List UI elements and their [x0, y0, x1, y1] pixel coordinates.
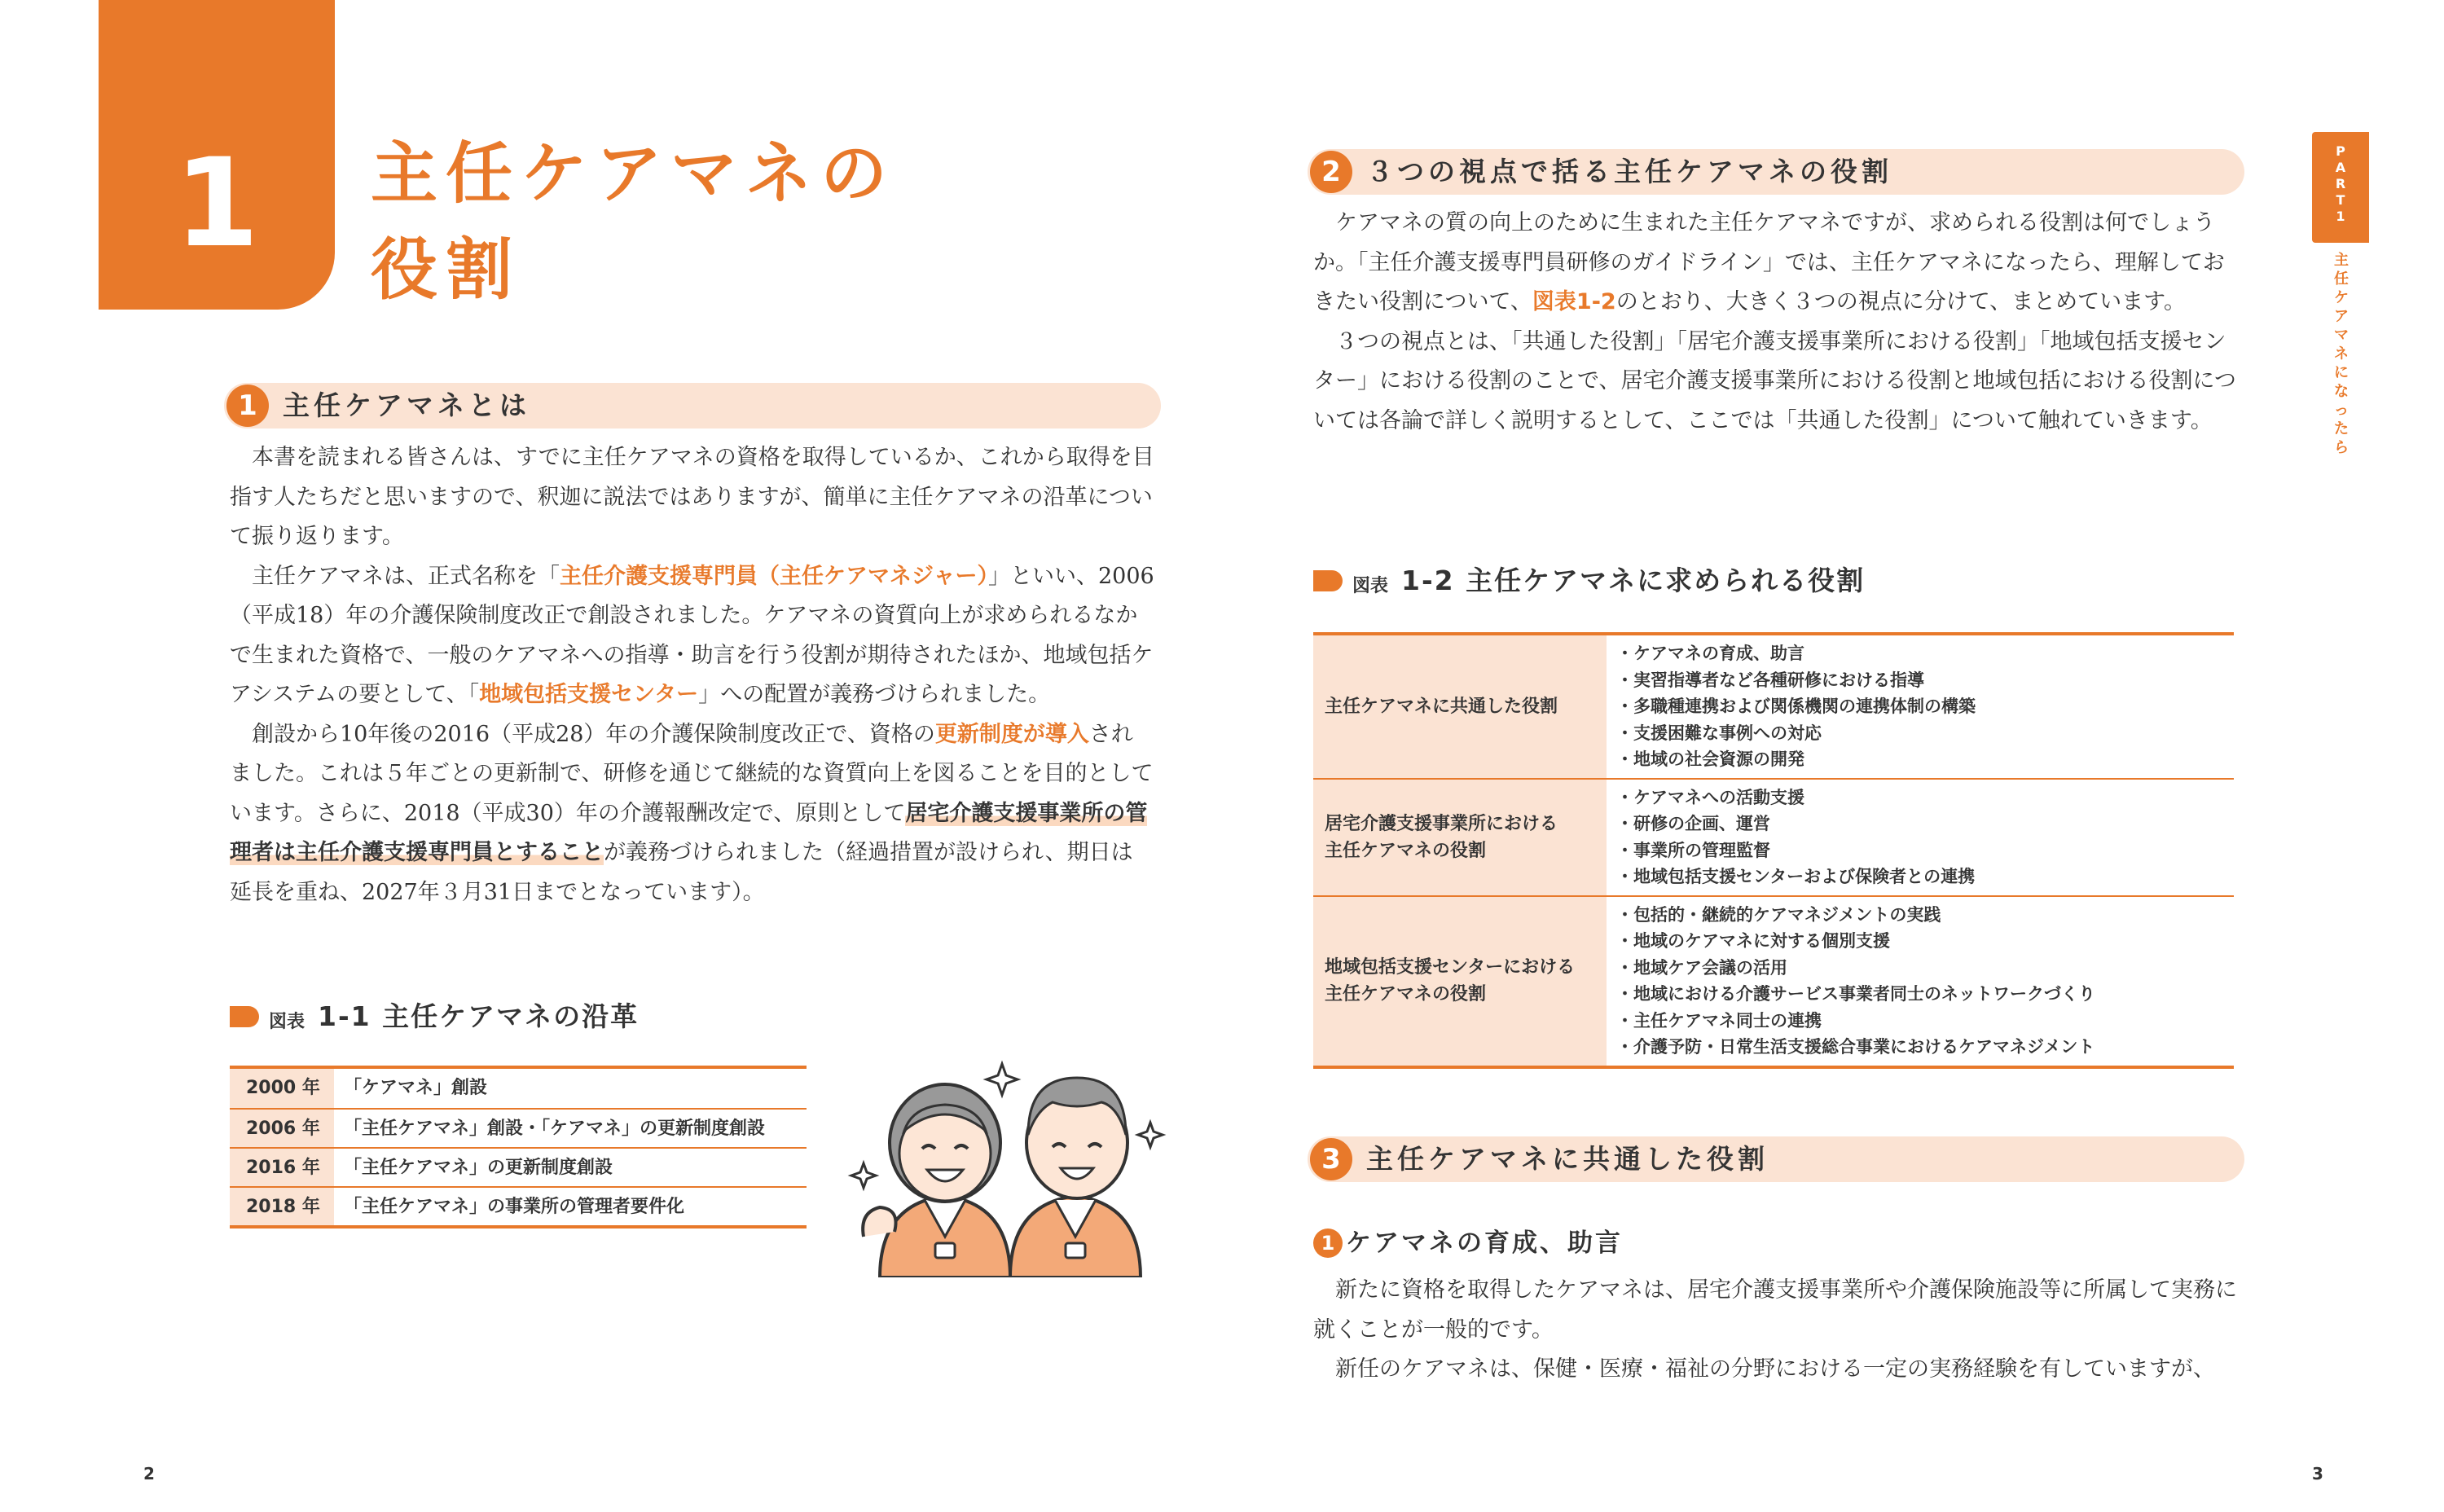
event-cell: 「主任ケアマネ」創設・「ケアマネ」の更新制度創設 — [344, 1119, 766, 1139]
role-category-cell — [1313, 780, 1607, 895]
event-cell: 「主任ケアマネ」の更新制度創設 — [344, 1158, 613, 1178]
side-text-char: マ — [2334, 327, 2349, 344]
event-cell: 「ケアマネ」創設 — [344, 1078, 488, 1098]
table-row — [230, 1108, 807, 1147]
text-run: 新任のケアマネは、保健・医療・福祉の分野における一定の実務経験を有していますが、 — [1335, 1356, 2215, 1382]
figure-prefix: 図表 — [1352, 576, 1389, 596]
side-text-char: ネ — [2334, 345, 2349, 363]
page-number: 2 — [143, 1464, 155, 1483]
side-text-char: ア — [2334, 308, 2349, 325]
caption-tab-marker — [230, 1006, 259, 1027]
year-cell: 2016 年 — [230, 1149, 334, 1186]
care-managers-illustration — [847, 1057, 1173, 1277]
role-item: ・ケアマネの育成、助言 — [1616, 644, 1804, 663]
paragraph — [230, 557, 1154, 715]
side-text-char: た — [2334, 420, 2349, 437]
history-table — [230, 1066, 807, 1228]
role-item: ・地域の社会資源の開発 — [1616, 749, 1804, 769]
role-item: ・ケアマネへの活動支援 — [1616, 787, 1804, 807]
chapter-number: 1 — [174, 133, 260, 275]
highlighted-text: 地域包括支援センター — [479, 682, 699, 707]
figure-title: 1-1 主任ケアマネの沿革 — [318, 1000, 640, 1032]
text-run: ケアマネの質の向上のために生まれた主任ケアマネですが、求められる役割は何でしょうか。「主任介護支援専門員研修のガイドライン」では、主任ケアマネになったら、理解しておきたい役割について、 — [1313, 210, 2225, 314]
section-title: 主任ケアマネに共通した役割 — [1366, 1143, 1769, 1175]
section-number: 3 — [1310, 1138, 1352, 1180]
text-run: 本書を読まれる皆さんは、すでに主任ケアマネの資格を取得しているか、これから取得を目指す人たちだと思いますので、釈迦に説法ではありますが、簡単に主任ケアマネの沿革について振り返ります。 — [230, 445, 1154, 549]
section-2-header — [1308, 149, 2244, 195]
paragraph — [230, 438, 1154, 557]
section-number: 2 — [1310, 151, 1352, 193]
text-run: 」といい、2006（平成18）年の介護保険制度改正で創設されました。ケアマネの資質向上が求められるなかで生まれた資格で、一般のケアマネへの指導・助言を行う役割が期待されたほか、地域包括ケアシステムの要として、「 — [230, 563, 1154, 707]
paragraph — [1313, 1350, 2238, 1390]
part-side-text — [2332, 251, 2351, 457]
caption-tab-marker — [1313, 570, 1343, 591]
role-category-line: 主任ケアマネに共通した役割 — [1325, 696, 1558, 717]
figure-prefix: 図表 — [269, 1012, 306, 1032]
sparkle-icon — [987, 1064, 1018, 1095]
part-label — [2312, 143, 2369, 225]
part-letter: P — [2336, 143, 2345, 159]
role-category-cell — [1313, 635, 1607, 778]
text-run: ３つの視点とは、「共通した役割」「居宅介護支援事業所における役割」「地域包括支援センター」における役割のことで、居宅介護支援事業所における役割と地域包括における役割については各論で詳しく説明するとして、ここでは「共通した役割」について触れていきます。 — [1313, 328, 2236, 433]
role-item: ・地域包括支援センターおよび保険者との連携 — [1616, 867, 1976, 886]
role-category-line: 主任ケアマネの役割 — [1325, 840, 1487, 861]
role-item: ・地域ケア会議の活用 — [1616, 957, 1787, 978]
event-cell: 「主任ケアマネ」の事業所の管理者要件化 — [344, 1197, 685, 1217]
side-text-char: ケ — [2334, 289, 2349, 306]
role-category-line: 居宅介護支援事業所における — [1325, 813, 1558, 834]
role-items-cell — [1607, 897, 2234, 1066]
role-item: ・支援困難な事例への対応 — [1616, 723, 1822, 743]
table-row — [230, 1186, 807, 1225]
highlighted-text: 図表1-2 — [1532, 289, 1616, 314]
part-letter: A — [2335, 160, 2346, 175]
text-run: 創設から10年後の2016（平成28）年の介護保険制度改正で、資格の — [252, 721, 935, 747]
role-item: ・地域のケアマネに対する個別支援 — [1616, 931, 1890, 951]
role-item: ・事業所の管理監督 — [1616, 840, 1770, 860]
role-item: ・介護予防・日常生活支援総合事業におけるケアマネジメント — [1616, 1037, 2095, 1057]
text-run: 」への配置が義務づけられました。 — [698, 682, 1051, 707]
side-text-char: 任 — [2334, 270, 2349, 288]
page-number: 3 — [2312, 1464, 2323, 1483]
highlighted-text: 居宅介護支援事業所の管理者は主任介護支援専門員とすること — [230, 800, 1148, 865]
role-item: ・地域における介護サービス事業者同士のネットワークづくり — [1616, 984, 2095, 1004]
highlighted-text: 更新制度が導入 — [934, 721, 1089, 747]
highlighted-text: 主任介護支援専門員（主任ケアマネジャー） — [560, 563, 988, 589]
section-number: 1 — [226, 385, 269, 427]
table-row — [230, 1069, 807, 1108]
paragraph — [1313, 323, 2238, 442]
table-row — [1313, 895, 2234, 1066]
section-1-body — [230, 438, 1154, 912]
chapter-title — [371, 126, 1022, 319]
role-item: ・研修の企画、運営 — [1616, 814, 1770, 833]
side-text-char: な — [2334, 383, 2349, 400]
subsection-number: 1 — [1313, 1228, 1343, 1258]
role-item: ・包括的・継続的ケアマネジメントの実践 — [1616, 904, 1941, 925]
role-category-cell — [1313, 897, 1607, 1066]
paragraph — [230, 715, 1154, 913]
role-category-line: 主任ケアマネの役割 — [1325, 984, 1487, 1004]
text-run: 主任ケアマネは、正式名称を「 — [252, 563, 560, 589]
side-text-char: 主 — [2334, 252, 2349, 269]
paragraph — [1313, 204, 2238, 323]
chapter-title-line: 役割 — [371, 231, 521, 309]
text-run: が義務づけられました（経過措置が設けられ、期日は延長を重ね、2027年３月31日までとなっています）。 — [230, 840, 1133, 905]
chapter-badge — [99, 0, 335, 310]
role-item: ・多職種連携および関係機関の連携体制の構築 — [1616, 697, 1976, 716]
side-text-char: に — [2334, 364, 2349, 381]
role-items-cell — [1607, 780, 2234, 895]
text-run: のとおり、大きく３つの視点に分けて、まとめています。 — [1615, 289, 2187, 314]
text-run: 新たに資格を取得したケアマネは、居宅介護支援事業所や介護保険施設等に所属して実務に就くことが一般的です。 — [1313, 1277, 2237, 1343]
year-cell: 2018 年 — [230, 1188, 334, 1225]
section-title: 主任ケアマネとは — [283, 389, 530, 421]
table-row — [1313, 635, 2234, 778]
part-side-tab — [2312, 132, 2369, 243]
year-cell: 2006 年 — [230, 1110, 334, 1147]
section-3-header — [1308, 1136, 2244, 1182]
section-1-header — [224, 383, 1161, 429]
table-row — [1313, 778, 2234, 895]
part-letter: T — [2336, 192, 2345, 208]
table-row — [230, 1147, 807, 1186]
figure-title: 1-2 主任ケアマネに求められる役割 — [1401, 565, 1866, 596]
text-run: されました。これは５年ごとの更新制で、研修を通じて継続的な資質向上を図ることを目的としています。さらに、2018（平成30）年の介護報酬改定で、原則として — [230, 721, 1154, 826]
side-text-char: ら — [2334, 439, 2349, 456]
role-item: ・実習指導者など各種研修における指導 — [1616, 670, 1924, 690]
roles-table — [1313, 632, 2234, 1069]
paragraph — [1313, 1271, 2238, 1350]
chapter-title-line: 主任ケアマネの — [371, 135, 896, 213]
sparkle-icon — [851, 1163, 876, 1188]
role-category-line: 地域包括支援センターにおける — [1325, 957, 1576, 978]
side-text-char: っ — [2334, 402, 2349, 419]
section-3-body — [1313, 1271, 2238, 1390]
year-cell: 2000 年 — [230, 1069, 334, 1108]
part-letter: 1 — [2336, 209, 2345, 224]
role-items-cell — [1607, 635, 2234, 778]
sparkle-icon — [1138, 1123, 1163, 1147]
section-2-body — [1313, 204, 2238, 441]
part-letter: R — [2335, 176, 2346, 191]
subsection-title: ケアマネの育成、助言 — [1346, 1228, 1623, 1258]
section-title: ３つの視点で括る主任ケアマネの役割 — [1366, 156, 1892, 187]
role-item: ・主任ケアマネ同士の連携 — [1616, 1010, 1822, 1031]
